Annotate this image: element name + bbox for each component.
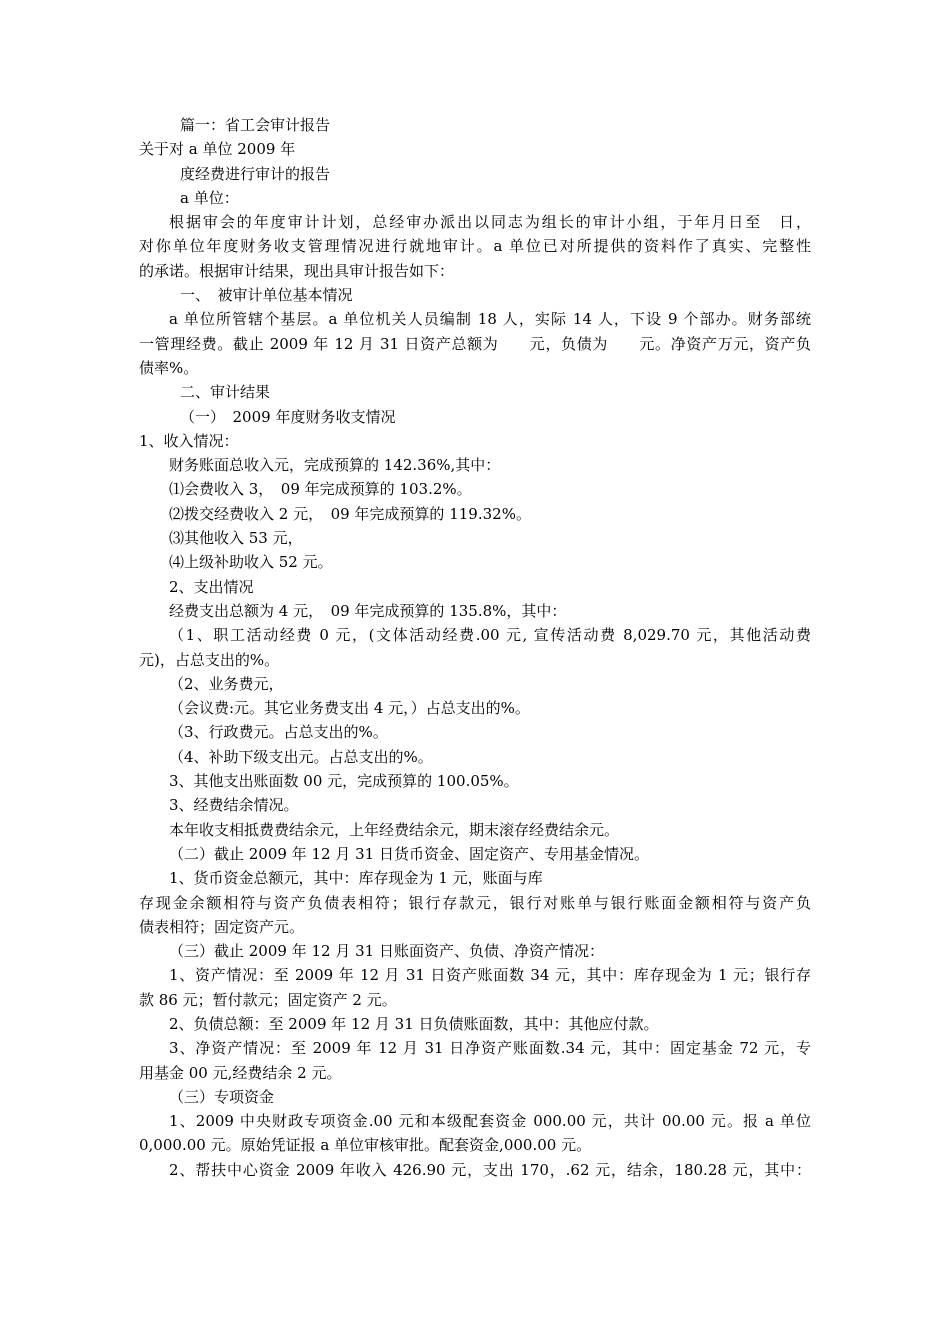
text-line: （2、业务费元，: [169, 674, 284, 693]
text-line: 3、其他支出账面数 00 元，完成预算的 100.05%。: [169, 772, 519, 791]
text-line: 2、支出情况: [169, 577, 254, 596]
report-body: [139, 113, 811, 1182]
text-line: （4、补助下级支出元。占总支出的%。: [169, 747, 433, 766]
text-line: 根据审会的年度审计计划，总经审办派出以同志为组长的审计小组，于年月日至 日，: [169, 213, 811, 232]
text-line: 1、货币资金总额元，其中：库存现金为 1 元，账面与库: [169, 869, 543, 888]
text-line: 2、负债总额：至 2009 年 12 月 31 日负债账面数，其中：其他应付款。: [169, 1014, 659, 1033]
text-line: 0,000.00 元。原始凭证报 a 单位审核审批。配套资金,000.00 元。: [139, 1136, 592, 1155]
text-line: （三）截止 2009 年 12 月 31 日账面资产、负债、净资产情况：: [169, 942, 604, 961]
text-line: 经费支出总额为 4 元， 09 年完成预算的 135.8%，其中：: [169, 601, 567, 620]
text-line: a 单位：: [180, 188, 239, 207]
text-line: 财务账面总收入元，完成预算的 142.36%,其中：: [169, 456, 501, 475]
text-line: 元)，占总支出的%。: [139, 650, 280, 669]
text-line: 1、资产情况：至 2009 年 12 月 31 日资产账面数 34 元，其中：库存现金为 1 元；银行存: [169, 966, 811, 985]
text-line: 二、审计结果: [180, 383, 271, 402]
text-line: 债率%。: [139, 358, 199, 377]
text-line: 存现金余额相符与资产负债表相符；银行存款元，银行对账单与银行账面金额相符与资产负: [139, 893, 811, 912]
text-line: ⑵拨交经费收入 2 元， 09 年完成预算的 119.32%。: [169, 504, 531, 523]
text-line: 一、 被审计单位基本情况: [180, 286, 353, 305]
text-line: （一） 2009 年度财务收支情况: [180, 407, 396, 426]
text-line: a 单位所管辖个基层。a 单位机关人员编制 18 人，实际 14 人，下设 9 个部办。财务部统: [169, 310, 811, 329]
text-line: （1、职工活动经费 0 元，(文体活动经费.00 元, 宣传活动费 8,029.70 元，其他活动费: [169, 626, 811, 645]
text-line: 一管理经费。截止 2009 年 12 月 31 日资产总额为 元，负债为 元。净资产万元，资产负: [139, 334, 811, 353]
text-line: ⑴会费收入 3， 09 年完成预算的 103.2%。: [169, 480, 472, 499]
text-line: 对你单位年度财务收支管理情况进行就地审计。a 单位已对所提供的资料作了真实、完整性: [139, 237, 811, 256]
text-line: ⑷上级补助收入 52 元。: [169, 553, 333, 572]
text-line: 1、2009 中央财政专项资金.00 元和本级配套资金 000.00 元，共计 00.00 元。报 a 单位: [169, 1112, 811, 1131]
text-line: 2、帮扶中心资金 2009 年收入 426.90 元，支出 170，.62 元，结余，180.28 元，其中：: [169, 1160, 811, 1179]
text-line: ⑶其他收入 53 元，: [169, 529, 303, 548]
text-line: （会议费:元。其它业务费支出 4 元，）占总支出的%。: [169, 699, 530, 718]
text-line: （二）截止 2009 年 12 月 31 日货币资金、固定资产、专用基金情况。: [169, 844, 649, 863]
text-line: 的承诺。根据审计结果，现出具审计报告如下：: [139, 261, 455, 280]
document-title: 篇一：省工会审计报告: [180, 116, 331, 134]
text-line: 用基金 00 元,经费结余 2 元。: [139, 1063, 342, 1082]
text-line: 度经费进行审计的报告: [180, 164, 331, 183]
text-line: （3、行政费元。占总支出的%。: [169, 723, 388, 742]
text-line: （三）专项资金: [169, 1087, 275, 1106]
text-line: 关于对 a 单位 2009 年: [139, 140, 296, 159]
text-line: 3、经费结余情况。: [169, 796, 299, 815]
text-line: 款 86 元；暂付款元；固定资产 2 元。: [139, 990, 397, 1009]
text-line: 债表相符；固定资产元。: [139, 917, 305, 936]
text-line: 1、收入情况：: [139, 431, 239, 450]
text-line: 本年收支相抵费费结余元，上年经费结余元，期末滚存经费结余元。: [169, 820, 620, 839]
text-line: 3、净资产情况：至 2009 年 12 月 31 日净资产账面数.34 元，其中：固定基金 72 元，专: [169, 1039, 811, 1058]
